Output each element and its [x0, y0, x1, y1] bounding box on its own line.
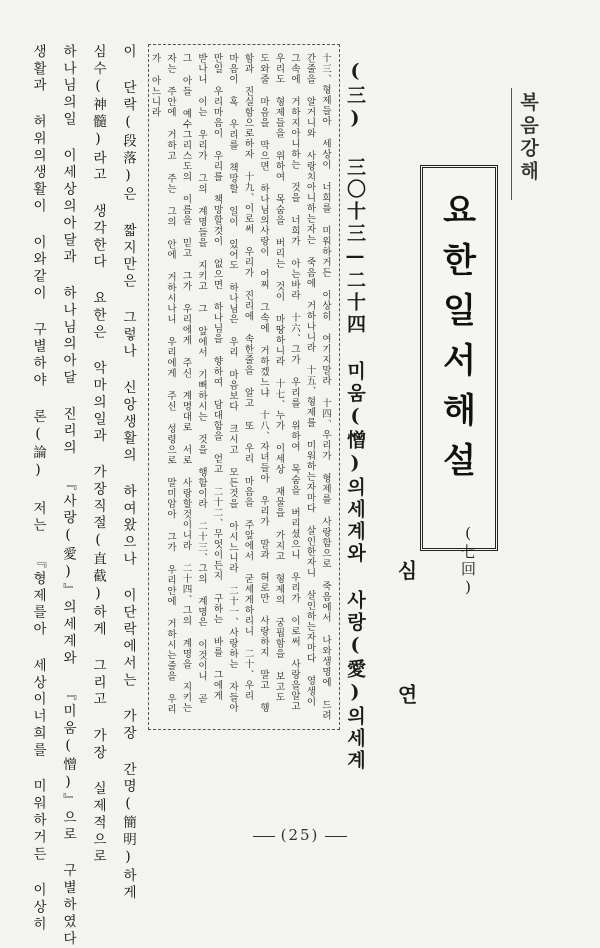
header-rule: [511, 88, 512, 200]
author-name: 심 연: [394, 560, 418, 744]
section-heading: (三) 三〇十三—二十四 미움(憎)의세계와 사랑(愛)의세계: [344, 60, 366, 772]
scripture-text: 十三、형제들아 세상이 너희를 미워하거든 이상히 여기지말라 十四、우리가 형제를 사랑함으로 죽음에서 나와생명에 드려간줄을 알거니와 사랑치아니하는자는 죽음에 거하나니라 十五、형제를 미워하는자마다 살인한자니 살인하는자마다 영생이 그속에 거하지아니하는 것을 너희가 아는바라 十六、그가 우리를 위하여 목숨을 버리셨으니 우리가 이로써 사랑을알고 우리도 형제들을 위하여 목숨을 버리는 것이 마땅하니라 十七、누가 이세상 재물을 가지고 형제의 궁핍함을 보고도 도와줄 마음을 막으면 하나님의사랑이 어찌 그속에 거하겠느냐 十八、자녀들아 우리가 말과 혀로만 사랑하지 말고 행함과 진실함으로하자 十九、이로써 우리가 진리에 속한줄을 알고 또 우리 마음을 주앞에서 굳세게하리니 二十、우리 마음이 혹 우리를 책망할 일이 있어도 하나님은 우리 마음보다 크시고 모든것을 아시느니라 二十一、사랑하는 자들아 만일 우리마음이 우리를 책망할것이 없으면 하나님을 향하여 담대함을 얻고 二十二、무엇이든지 구하는 바를 그에게 받나니 이는 우리가 그의 계명들을 지키고 그 앞에서 기뻐하시는 것을 행함이라 二十三、그의 계명은 이것이니 곧 그 아들 예수그리스도의 이름을 믿고 그가 우리에게 주신 계명대로 서로 사랑할것이니라 二十四、그의 계명을 지키는 자는 주안에 거하고 주는 그의 안에 거하시나니 우리에게 주신 성령으로 말미암아 그가 우리안에 거하시는줄을 우리가 아느니라: [149, 53, 331, 721]
article-title: 요한일서해설: [436, 192, 476, 492]
title-box: [420, 165, 498, 551]
page-number-dash: [325, 836, 347, 837]
page-number-dash: [253, 836, 275, 837]
page-number-value: 25: [288, 826, 312, 844]
body-column: 생활과 허위의생활이 이와같이 구별하야 론(論) 저는 『형제를아 세상이너희를 미워하거든 이상히: [30, 44, 46, 934]
part-label: (七回): [459, 524, 477, 598]
header-label: 복음강해: [517, 92, 539, 184]
page-number: (25): [0, 826, 600, 844]
body-column: 이 단락(段落)은 짧지만은 그렇나 신앙생활의 하여왔으나 이단락에서는 가장 간명(簡明)하게: [120, 44, 136, 903]
body-column: 하나님의일 이세상의아달과 하나님의아달 진리의 『사랑(愛)』의세계와 『미움(憎)』으로 구별하였다: [60, 44, 76, 948]
scripture-box: [148, 44, 340, 730]
body-column: 심수(神髓)라고 생각한다 요한은 악마의일과 가장직절(直截)하게 그리고 가장 실제적으로: [90, 44, 106, 866]
